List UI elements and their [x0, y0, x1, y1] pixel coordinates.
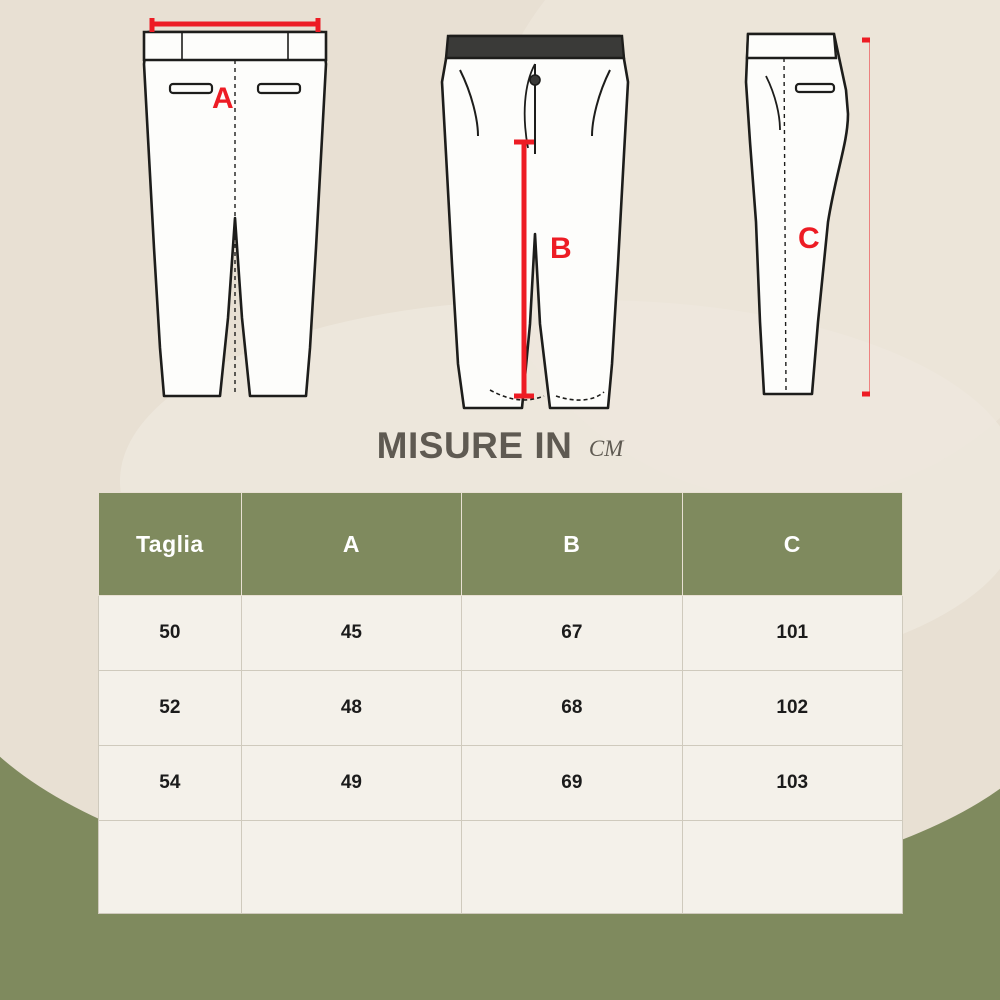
table-cell-a: [241, 821, 461, 914]
title-unit-text: cm: [588, 427, 624, 464]
table-row-empty: [99, 821, 903, 914]
table-cell-size: [99, 821, 242, 914]
table-cell-b: 67: [462, 596, 682, 671]
measure-label-b: B: [550, 232, 572, 265]
table-cell-a: 45: [241, 596, 461, 671]
table-cell-size: 54: [99, 746, 242, 821]
table-cell-size: 52: [99, 671, 242, 746]
table-header-cell: B: [462, 493, 682, 596]
table-cell-a: 49: [241, 746, 461, 821]
table-cell-b: 68: [462, 671, 682, 746]
table-cell-c: [682, 821, 902, 914]
table-cell-b: 69: [462, 746, 682, 821]
measure-label-c: C: [798, 222, 820, 255]
trousers-back-icon: [428, 24, 643, 414]
title-main-text: MISURE IN: [376, 425, 573, 466]
size-table-wrapper: [98, 492, 903, 914]
table-cell-b: [462, 821, 682, 914]
chart-title: [0, 425, 1000, 467]
table-header-cell: Taglia: [99, 493, 242, 596]
table-row: [99, 596, 903, 671]
table-header-cell: C: [682, 493, 902, 596]
table-row: [99, 746, 903, 821]
table-row: [99, 671, 903, 746]
measure-label-a: A: [212, 82, 234, 115]
table-cell-c: 101: [682, 596, 902, 671]
trousers-side-figure: [730, 22, 870, 407]
illustrations-row: [0, 0, 1000, 420]
table-header-row: [99, 493, 903, 596]
trousers-front-figure: [130, 18, 340, 408]
table-cell-c: 102: [682, 671, 902, 746]
table-cell-size: 50: [99, 596, 242, 671]
table-cell-a: 48: [241, 671, 461, 746]
table-header-cell: A: [241, 493, 461, 596]
size-table: [98, 492, 903, 914]
table-cell-c: 103: [682, 746, 902, 821]
trousers-back-figure: [428, 24, 643, 414]
trousers-side-icon: [730, 22, 870, 407]
trousers-front-icon: [130, 18, 340, 408]
